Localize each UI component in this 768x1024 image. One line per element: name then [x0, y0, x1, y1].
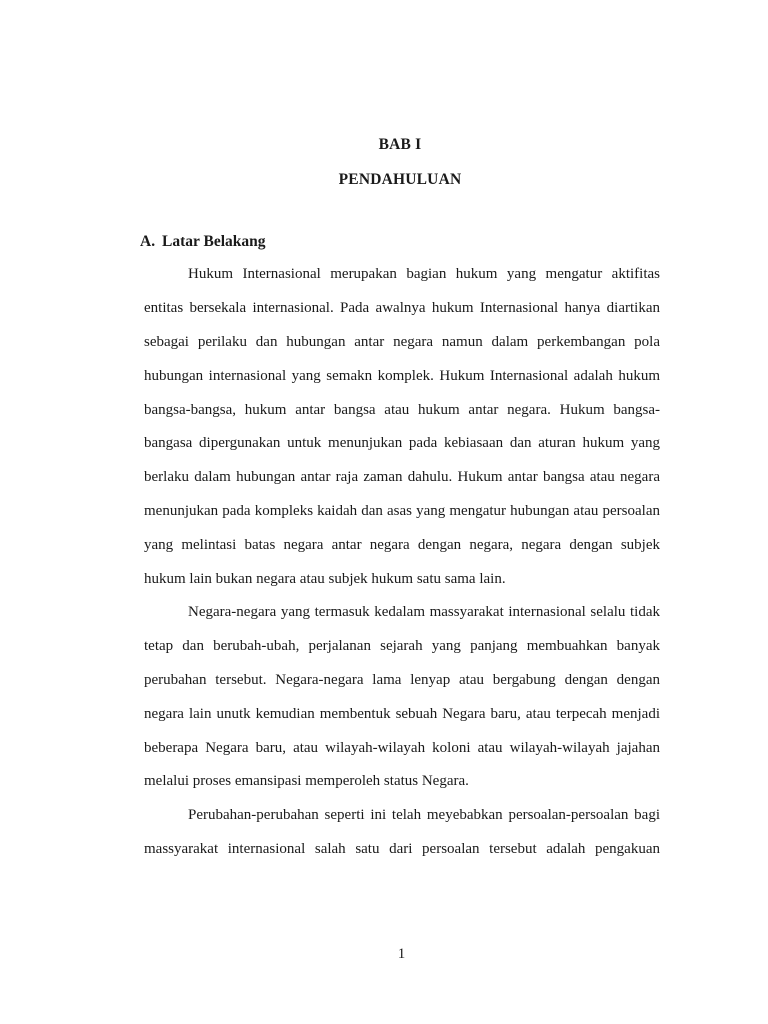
body-line: entitas bersekala internasional. Pada awalnya hukum Internasional hanya diartikan — [144, 300, 660, 316]
section-letter: A. — [140, 233, 156, 250]
body-line: Negara-negara yang termasuk kedalam massyarakat internasional selalu tidak — [188, 604, 660, 620]
body-line: tetap dan berubah-ubah, perjalanan sejarah yang panjang membuahkan banyak — [144, 638, 660, 654]
section-heading — [140, 233, 266, 251]
body-line: yang melintasi batas negara antar negara dengan negara, negara dengan subjek — [144, 537, 660, 553]
section-title: Latar Belakang — [162, 233, 266, 250]
body-line: perubahan tersebut. Negara-negara lama lenyap atau bergabung dengan dengan — [144, 672, 660, 688]
page-number: 1 — [397, 946, 406, 962]
body-line: berlaku dalam hubungan antar raja zaman dahulu. Hukum antar bangsa atau negara — [144, 469, 660, 485]
body-line: beberapa Negara baru, atau wilayah-wilayah koloni atau wilayah-wilayah jajahan — [144, 740, 660, 756]
body-line: hukum lain bukan negara atau subjek hukum satu sama lain. — [144, 571, 506, 587]
body-line: massyarakat internasional salah satu dari persoalan tersebut adalah pengakuan — [144, 841, 660, 857]
body-line: Perubahan-perubahan seperti ini telah meyebabkan persoalan-persoalan bagi — [188, 807, 660, 823]
body-line: bangasa dipergunakan untuk menunjukan pada kebiasaan dan aturan hukum yang — [144, 435, 660, 451]
body-line: Hukum Internasional merupakan bagian hukum yang mengatur aktifitas — [188, 266, 660, 282]
body-line: sebagai perilaku dan hubungan antar negara namun dalam perkembangan pola — [144, 334, 660, 350]
body-line: melalui proses emansipasi memperoleh status Negara. — [144, 773, 469, 789]
chapter-title: PENDAHULUAN — [338, 171, 462, 188]
body-line: bangsa-bangsa, hukum antar bangsa atau hukum antar negara. Hukum bangsa- — [144, 402, 660, 418]
chapter-number: BAB I — [378, 136, 422, 153]
body-line: hubungan internasional yang semakn komplek. Hukum Internasional adalah hukum — [144, 368, 660, 384]
body-line: menunjukan pada kompleks kaidah dan asas yang mengatur hubungan atau persoalan — [144, 503, 660, 519]
body-line: negara lain unutk kemudian membentuk sebuah Negara baru, atau terpecah menjadi — [144, 706, 660, 722]
